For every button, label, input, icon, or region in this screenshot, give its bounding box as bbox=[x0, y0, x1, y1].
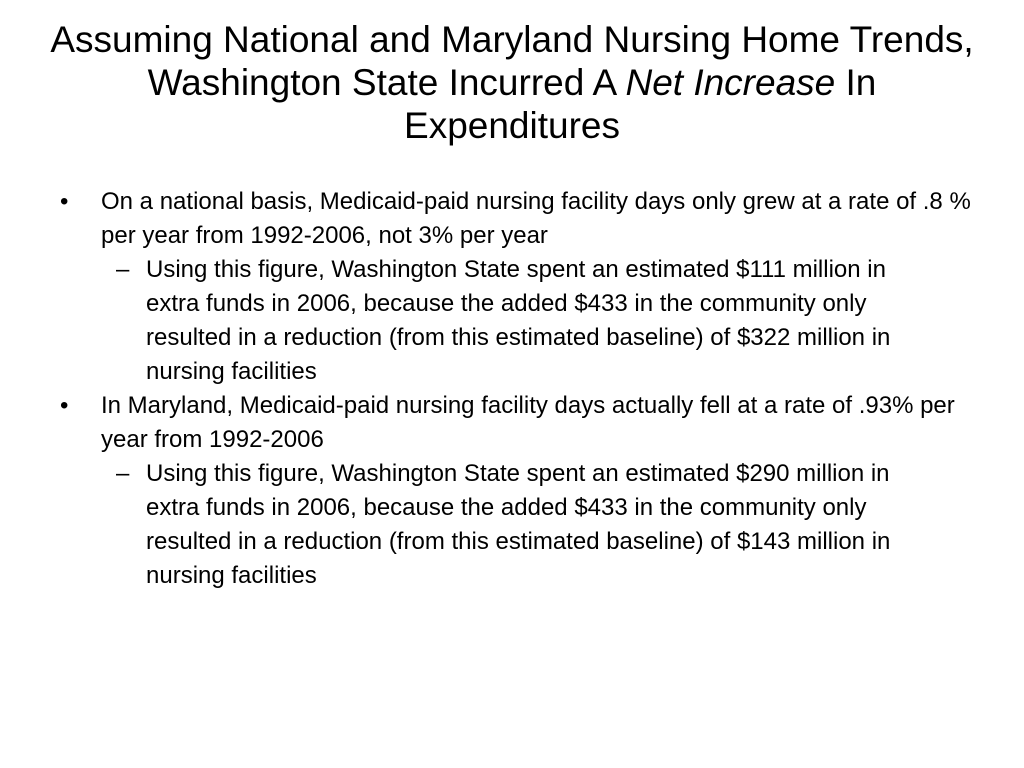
sub-bullet-marker: – bbox=[116, 256, 130, 283]
bullet-maryland bbox=[0, 389, 971, 457]
bullet-text: In Maryland, Medicaid-paid nursing facility days actually fell at a rate of .93% per year from 1992-2006 bbox=[101, 392, 955, 453]
sub-bullet-text: Using this figure, Washington State spent an estimated $290 million in extra funds in 2006, because the added $433 in the community only resulted in a reduction (from this estimated baseline) of $143 million in nursing facilities bbox=[146, 460, 891, 589]
sub-bullet-national bbox=[0, 253, 916, 389]
bullet-marker: • bbox=[60, 188, 69, 215]
slide-title bbox=[40, 18, 984, 147]
title-text-part2: In Expenditures bbox=[404, 62, 877, 146]
slide-body bbox=[0, 185, 1024, 593]
sub-bullet-marker: – bbox=[116, 460, 130, 487]
title-text-italic: Net Increase bbox=[625, 62, 836, 103]
sub-bullet-text: Using this figure, Washington State spent an estimated $111 million in extra funds in 2006, because the added $433 in the community only resulted in a reduction (from this estimated baseline) of $322 million in nursing facilities bbox=[146, 256, 891, 385]
bullet-national bbox=[0, 185, 971, 253]
sub-bullet-maryland bbox=[0, 457, 916, 593]
title-text-part1: Assuming National and Maryland Nursing Home Trends, Washington State Incurred A bbox=[50, 19, 974, 103]
bullet-text: On a national basis, Medicaid-paid nursing facility days only grew at a rate of .8 % per year from 1992-2006, not 3% per year bbox=[101, 188, 971, 249]
bullet-marker: • bbox=[60, 392, 69, 419]
